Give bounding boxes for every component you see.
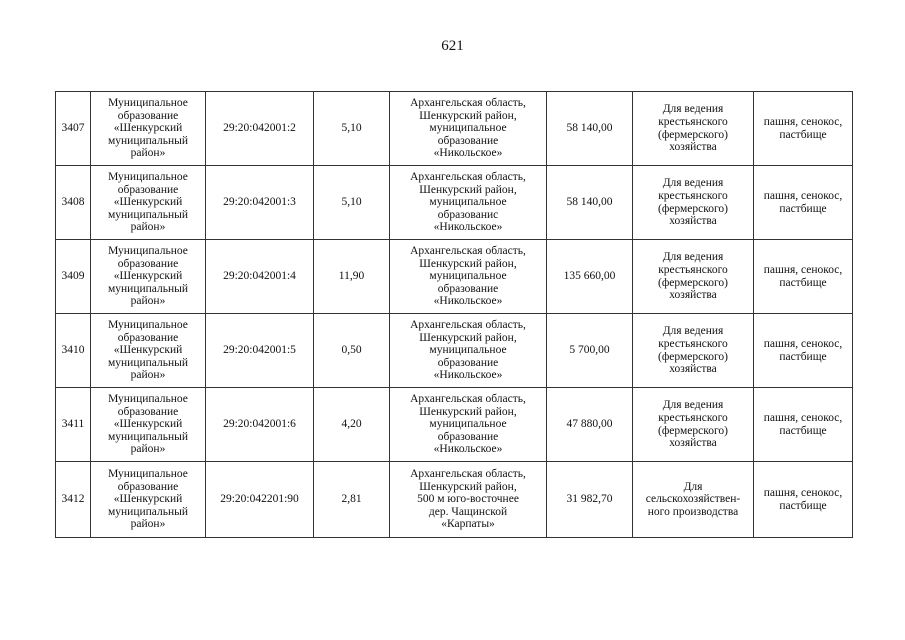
permitted-use-cell: Для ведения крестьянского (фермерского) хозяйства xyxy=(633,388,754,462)
owner-cell: Муниципальное образование «Шенкурский муниципальный район» xyxy=(91,388,206,462)
location-cell: Архангельская область, Шенкурский район, муниципальное образование «Никольское» xyxy=(390,240,547,314)
land-use-type-cell: пашня, сенокос, пастбище xyxy=(754,92,853,166)
owner-cell: Муниципальное образование «Шенкурский муниципальный район» xyxy=(91,92,206,166)
table-row xyxy=(56,240,853,314)
cadastral-number-cell: 29:20:042001:2 xyxy=(206,92,314,166)
cadastral-value-cell: 5 700,00 xyxy=(547,314,633,388)
cadastral-number-cell: 29:20:042201:90 xyxy=(206,462,314,538)
land-use-type-cell: пашня, сенокос, пастбище xyxy=(754,166,853,240)
permitted-use-cell: Для ведения крестьянского (фермерского) хозяйства xyxy=(633,92,754,166)
cadastral-value-cell: 31 982,70 xyxy=(547,462,633,538)
owner-cell: Муниципальное образование «Шенкурский муниципальный район» xyxy=(91,240,206,314)
row-number-cell: 3410 xyxy=(56,314,91,388)
permitted-use-cell: Для ведения крестьянского (фермерского) хозяйства xyxy=(633,166,754,240)
table-row xyxy=(56,314,853,388)
table-row xyxy=(56,388,853,462)
location-cell: Архангельская область, Шенкурский район, муниципальное образованис «Никольское» xyxy=(390,166,547,240)
cadastral-value-cell: 135 660,00 xyxy=(547,240,633,314)
area-cell: 5,10 xyxy=(314,166,390,240)
land-use-type-cell: пашня, сенокос, пастбище xyxy=(754,240,853,314)
table-row xyxy=(56,166,853,240)
row-number-cell: 3409 xyxy=(56,240,91,314)
location-cell: Архангельская область, Шенкурский район, муниципальное образование «Никольское» xyxy=(390,388,547,462)
cadastral-value-cell: 58 140,00 xyxy=(547,92,633,166)
land-use-type-cell: пашня, сенокос, пастбище xyxy=(754,314,853,388)
cadastral-number-cell: 29:20:042001:5 xyxy=(206,314,314,388)
location-cell: Архангельская область, Шенкурский район, муниципальное образование «Никольское» xyxy=(390,314,547,388)
cadastral-value-cell: 58 140,00 xyxy=(547,166,633,240)
permitted-use-cell: Для сельскохозяйствен- ного производства xyxy=(633,462,754,538)
location-cell: Архангельская область, Шенкурский район, муниципальное образование «Никольское» xyxy=(390,92,547,166)
land-use-type-cell: пашня, сенокос, пастбище xyxy=(754,388,853,462)
area-cell: 4,20 xyxy=(314,388,390,462)
cadastral-number-cell: 29:20:042001:3 xyxy=(206,166,314,240)
area-cell: 2,81 xyxy=(314,462,390,538)
owner-cell: Муниципальное образование «Шенкурский муниципальный район» xyxy=(91,166,206,240)
page-number: 621 xyxy=(441,38,464,54)
row-number-cell: 3412 xyxy=(56,462,91,538)
owner-cell: Муниципальное образование «Шенкурский муниципальный район» xyxy=(91,462,206,538)
area-cell: 0,50 xyxy=(314,314,390,388)
cadastral-number-cell: 29:20:042001:6 xyxy=(206,388,314,462)
permitted-use-cell: Для ведения крестьянского (фермерского) хозяйства xyxy=(633,314,754,388)
owner-cell: Муниципальное образование «Шенкурский муниципальный район» xyxy=(91,314,206,388)
area-cell: 11,90 xyxy=(314,240,390,314)
row-number-cell: 3407 xyxy=(56,92,91,166)
table-row xyxy=(56,462,853,538)
cadastral-value-cell: 47 880,00 xyxy=(547,388,633,462)
land-registry-table xyxy=(55,91,853,538)
area-cell: 5,10 xyxy=(314,92,390,166)
row-number-cell: 3408 xyxy=(56,166,91,240)
land-use-type-cell: пашня, сенокос, пастбище xyxy=(754,462,853,538)
row-number-cell: 3411 xyxy=(56,388,91,462)
permitted-use-cell: Для ведения крестьянского (фермерского) хозяйства xyxy=(633,240,754,314)
cadastral-number-cell: 29:20:042001:4 xyxy=(206,240,314,314)
table-row xyxy=(56,92,853,166)
location-cell: Архангельская область, Шенкурский район, 500 м юго-восточнее дер. Чащинской «Карпаты» xyxy=(390,462,547,538)
